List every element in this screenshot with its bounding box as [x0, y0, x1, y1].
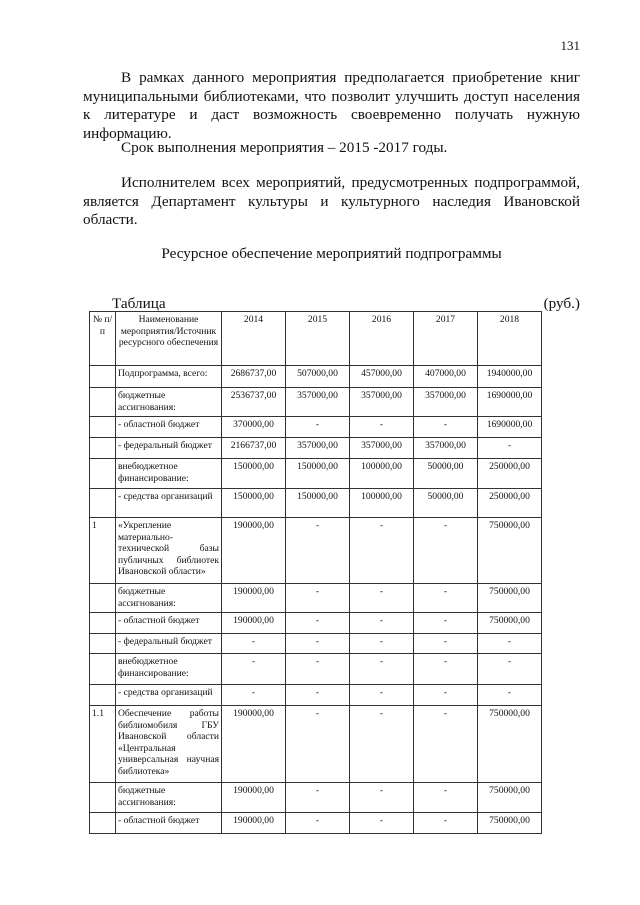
cell-2017: 50000,00 [414, 489, 478, 518]
cell-2017: - [414, 813, 478, 834]
cell-2015: - [286, 634, 350, 654]
row-name: внебюджетное финансирование: [116, 654, 222, 685]
table-row [90, 634, 542, 654]
row-index [90, 366, 116, 388]
cell-2017: - [414, 706, 478, 783]
cell-2016: - [350, 813, 414, 834]
row-index [90, 813, 116, 834]
cell-2015: - [286, 584, 350, 613]
cell-2018: - [478, 634, 542, 654]
cell-2018: 750000,00 [478, 584, 542, 613]
cell-2014: 190000,00 [222, 518, 286, 584]
table-header-row [90, 312, 542, 366]
page-number: 131 [560, 38, 580, 53]
cell-2016: 100000,00 [350, 459, 414, 489]
cell-2015: 150000,00 [286, 489, 350, 518]
cell-2018: 750000,00 [478, 518, 542, 584]
cell-2014: 150000,00 [222, 489, 286, 518]
table-row [90, 783, 542, 813]
header-2016: 2016 [350, 312, 414, 366]
cell-2017: - [414, 518, 478, 584]
row-name: - средства организаций [116, 489, 222, 518]
header-2017: 2017 [414, 312, 478, 366]
row-name: - областной бюджет [116, 813, 222, 834]
cell-2015: - [286, 706, 350, 783]
cell-2017: 357000,00 [414, 388, 478, 417]
header-name: Наименование мероприятия/Источник ресурсного обеспечения [116, 312, 222, 366]
text-line: является Департамент культуры и культурного наследия Ивановской [83, 192, 580, 210]
table-row [90, 459, 542, 489]
cell-2015: - [286, 783, 350, 813]
cell-2014: 190000,00 [222, 706, 286, 783]
cell-2015: 357000,00 [286, 388, 350, 417]
table-units: (руб.) [543, 295, 580, 312]
cell-2016: 357000,00 [350, 438, 414, 459]
table-row [90, 366, 542, 388]
cell-2017: - [414, 417, 478, 438]
cell-2015: - [286, 685, 350, 706]
row-name: бюджетные ассигнования: [116, 783, 222, 813]
cell-2014: 370000,00 [222, 417, 286, 438]
table-row [90, 706, 542, 783]
cell-2018: 250000,00 [478, 489, 542, 518]
cell-2014: 190000,00 [222, 584, 286, 613]
cell-2018: 750000,00 [478, 813, 542, 834]
row-index [90, 783, 116, 813]
cell-2016: 357000,00 [350, 388, 414, 417]
cell-2016: - [350, 654, 414, 685]
cell-2018: 750000,00 [478, 613, 542, 634]
table-row [90, 489, 542, 518]
paragraph-book-purchase [83, 69, 580, 143]
table-row [90, 388, 542, 417]
table-row [90, 613, 542, 634]
row-index [90, 417, 116, 438]
paragraph-deadline [83, 139, 580, 158]
text-line: В рамках данного мероприятия предполагается приобретение книг [121, 69, 580, 86]
row-name: - областной бюджет [116, 613, 222, 634]
cell-2018: 750000,00 [478, 783, 542, 813]
cell-2018: - [478, 685, 542, 706]
cell-2016: - [350, 783, 414, 813]
row-index [90, 634, 116, 654]
table-row [90, 813, 542, 834]
cell-2014: 150000,00 [222, 459, 286, 489]
cell-2015: - [286, 518, 350, 584]
cell-2018: 1690000,00 [478, 417, 542, 438]
cell-2018: 250000,00 [478, 459, 542, 489]
cell-2017: 357000,00 [414, 438, 478, 459]
row-name: - областной бюджет [116, 417, 222, 438]
cell-2015: - [286, 813, 350, 834]
table-row [90, 654, 542, 685]
text-line: информацию. [83, 124, 172, 142]
cell-2016: 457000,00 [350, 366, 414, 388]
row-name: бюджетные ассигнования: [116, 584, 222, 613]
cell-2017: - [414, 783, 478, 813]
row-name: - федеральный бюджет [116, 634, 222, 654]
cell-2014: 2686737,00 [222, 366, 286, 388]
cell-2017: 407000,00 [414, 366, 478, 388]
cell-2017: 50000,00 [414, 459, 478, 489]
row-index [90, 584, 116, 613]
resource-table [89, 311, 542, 834]
row-name: - федеральный бюджет [116, 438, 222, 459]
row-index: 1.1 [90, 706, 116, 783]
cell-2017: - [414, 654, 478, 685]
row-name: внебюджетное финансирование: [116, 459, 222, 489]
table-row [90, 518, 542, 584]
cell-2017: - [414, 685, 478, 706]
row-name: Подпрограмма, всего: [116, 366, 222, 388]
row-index [90, 438, 116, 459]
cell-2016: - [350, 706, 414, 783]
cell-2015: 507000,00 [286, 366, 350, 388]
row-index: 1 [90, 518, 116, 584]
cell-2016: - [350, 518, 414, 584]
header-2015: 2015 [286, 312, 350, 366]
text-line: Срок выполнения мероприятия – 2015 -2017 годы. [121, 139, 448, 156]
cell-2016: - [350, 613, 414, 634]
cell-2017: - [414, 613, 478, 634]
cell-2014: 2166737,00 [222, 438, 286, 459]
cell-2018: - [478, 438, 542, 459]
row-name: «Укрепление материально-технической базы публичных библиотек Ивановской области» [116, 518, 222, 584]
row-index [90, 388, 116, 417]
cell-2018: 750000,00 [478, 706, 542, 783]
table-row [90, 438, 542, 459]
header-number: № п/п [90, 312, 116, 366]
row-index [90, 459, 116, 489]
text-line: к литературе и даст возможность своевременно получать нужную [83, 106, 580, 124]
row-name: бюджетные ассигнования: [116, 388, 222, 417]
cell-2018: 1690000,00 [478, 388, 542, 417]
cell-2014: 190000,00 [222, 783, 286, 813]
row-index [90, 654, 116, 685]
cell-2014: - [222, 654, 286, 685]
row-index [90, 613, 116, 634]
text-line: области. [83, 211, 138, 229]
row-index [90, 489, 116, 518]
cell-2018: - [478, 654, 542, 685]
cell-2016: - [350, 685, 414, 706]
cell-2015: - [286, 654, 350, 685]
cell-2014: - [222, 685, 286, 706]
cell-2015: 150000,00 [286, 459, 350, 489]
header-2014: 2014 [222, 312, 286, 366]
cell-2015: - [286, 613, 350, 634]
cell-2014: - [222, 634, 286, 654]
cell-2016: 100000,00 [350, 489, 414, 518]
cell-2016: - [350, 584, 414, 613]
cell-2015: - [286, 417, 350, 438]
table-row [90, 417, 542, 438]
paragraph-executor [83, 174, 580, 230]
cell-2014: 190000,00 [222, 613, 286, 634]
text-line: муниципальными библиотеками, что позволит улучшить доступ населения [83, 87, 580, 105]
text-line: Исполнителем всех мероприятий, предусмотренных подпрограммой, [121, 174, 580, 191]
header-2018: 2018 [478, 312, 542, 366]
table-row [90, 584, 542, 613]
cell-2016: - [350, 417, 414, 438]
row-index [90, 685, 116, 706]
cell-2015: 357000,00 [286, 438, 350, 459]
table-caption: Таблица [112, 295, 166, 312]
table-row [90, 685, 542, 706]
cell-2017: - [414, 634, 478, 654]
row-name: - средства организаций [116, 685, 222, 706]
cell-2018: 1940000,00 [478, 366, 542, 388]
cell-2014: 2536737,00 [222, 388, 286, 417]
cell-2014: 190000,00 [222, 813, 286, 834]
cell-2017: - [414, 584, 478, 613]
section-heading: Ресурсное обеспечение мероприятий подпрограммы [161, 245, 502, 262]
cell-2016: - [350, 634, 414, 654]
row-name: Обеспечение работы библиомобиля ГБУ Ивановской области «Центральная универсальная научная библиотека» [116, 706, 222, 783]
